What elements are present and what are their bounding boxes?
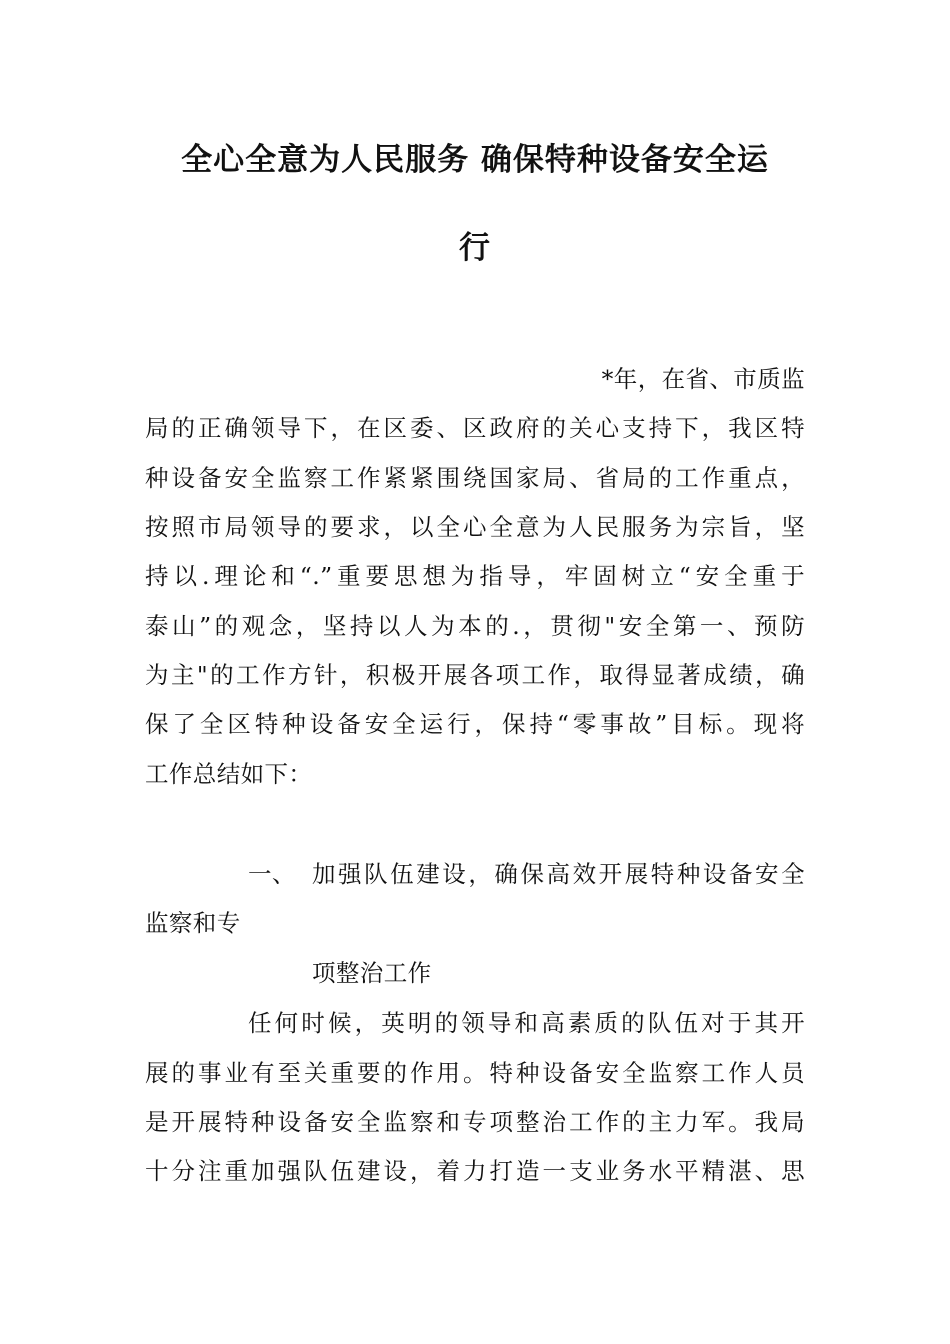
intro-line-3: 种设备安全监察工作紧紧围绕国家局、省局的工作重点，	[145, 464, 805, 492]
body-line-3: 是开展特种设备安全监察和专项整治工作的主力军。我局	[145, 1108, 805, 1136]
intro-line-1: *年，在省、市质监	[601, 365, 805, 393]
section-heading-line-2: 监察和专	[145, 909, 241, 937]
body-line-2: 展的事业有至关重要的作用。特种设备安全监察工作人员	[145, 1059, 805, 1087]
intro-line-4: 按照市局领导的要求，以全心全意为人民服务为宗旨，坚	[145, 513, 805, 541]
document-title-line-1: 全心全意为人民服务 确保特种设备安全运	[181, 142, 769, 178]
intro-line-5: 持以.理论和“.”重要思想为指导，牢固树立“安全重于	[145, 562, 805, 590]
section-heading-line-3: 项整治工作	[312, 959, 432, 987]
intro-line-9: 工作总结如下：	[145, 760, 313, 788]
section-number: 一、	[248, 860, 296, 888]
intro-line-2: 局的正确领导下，在区委、区政府的关心支持下，我区特	[145, 414, 805, 442]
intro-line-8: 保了全区特种设备安全运行，保持“零事故”目标。现将	[145, 710, 805, 738]
intro-line-7: 为主"的工作方针，积极开展各项工作，取得显著成绩，确	[145, 661, 805, 689]
section-heading-line-1: 加强队伍建设，确保高效开展特种设备安全	[312, 860, 805, 888]
intro-line-6: 泰山”的观念，坚持以人为本的.，贯彻"安全第一、预防	[145, 612, 805, 640]
document-title-line-2: 行	[459, 230, 491, 266]
body-line-1: 任何时候，英明的领导和高素质的队伍对于其开	[248, 1009, 805, 1037]
body-line-4: 十分注重加强队伍建设，着力打造一支业务水平精湛、思	[145, 1157, 805, 1185]
